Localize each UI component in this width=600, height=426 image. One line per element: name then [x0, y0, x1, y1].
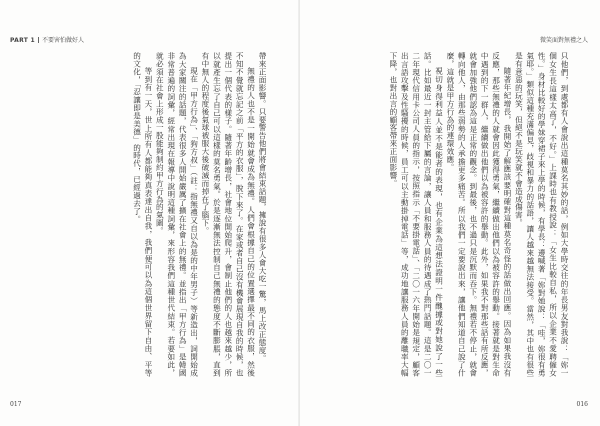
- chapter-title: 不要害怕做好人: [42, 37, 85, 44]
- page-number-left: 017: [10, 401, 22, 408]
- paragraph: 等到有一天，世上所有人都能夠真表達出自我，我們便可以為這個世界留下自由、平等的文化，「忍讓即是美德」的時代，已經過去了。: [132, 52, 153, 377]
- paragraph: 帶來正面影響。只要警告他們將會結束話題，擁說有很多人會大吃一驚，馬上改正態度。: [258, 52, 267, 363]
- page-number-right: 016: [576, 401, 588, 408]
- running-header-left: [10, 35, 84, 44]
- right-page: [300, 0, 600, 426]
- left-page-body: [42, 52, 268, 377]
- paragraph: 無禮的人也不是一開始就會成為無禮。人們會根據自己的位置選擇最不同的衣服，然後不知不覺就忘記之前「平方的衣服」，脫下來了。在家或者自己沒有機會展現自我的時候，也提出一個代表的樣子。隨著年齡增長，社會地位開始爬升，會制止他們的人也越來越少，所以就產生忘了自己可以這樣的莫名勇氣。於是逐漸無法控制自己無禮的態度不斷膨脹，直到有中無人的程度後氣球被服大後破滅而掉在了腦下。: [200, 52, 256, 377]
- part-label: PART 1: [10, 37, 35, 44]
- right-page-body: [318, 52, 570, 377]
- paragraph: 隨著年紀增長，我開始了解應該要明確對這種莫名奇怪的話做出回應。因為如果我沒有反應，那些無禮的人就會因此獲得勇氣，繼續做出他們以為被容許的舉動。接著就是對生命中遇到的下一群人，繼續做出他們以為被容許的舉動。此外，如果我不對那些話有所反應，就會加強他們認為這是正常的觀念。到最後，也不過只是沉默而吞下。無禮若不停止，就會轉向他人，由那些弱勢的人承擔更多痛苦。所以我們一定要說出來，讓他們知道自己說了什麼，這就是甲方行為的連環效應。: [445, 52, 512, 377]
- paragraph: 視切身得利益人並不是能者的表現，也有企業為這想法證明一件醜據或對她說了一些話。比如最近一封主管給下屬的言論，讓人員和服務人員的待遇成了熱門話題。這是二〇一二年現代信用卡公司人員的指示，按照指示「不要掛電話」、「二〇一六年開始是規定，顧客出言語攻擊及性騷擾的時候，員工可以主動掛掉電話」等，成功地讓服務人員的離職率大幅下降，也對出言的顧客帶來正面影響。: [388, 52, 444, 377]
- paragraph: 只他們，到處都有人會說出這種莫名其妙的話，例如大學時交往的年長男友對我說：「妳一個女生長這樣太高了，不好。」上課時也有教授說：「女生比較自私，所以企業不愛聘僱女性。」身材比較好的學妹穿裙子來上學的時候，有學長：邊喊著「妳對她說：「哇，妳很有勇氣耶。」類似這種充滿偏見，歧視和暴力的話語，讓人越來越無法接受。當然，其中也有很些是有意惡的玩笑，但絕不是玩笑就不會造成傷害。: [514, 52, 569, 377]
- paragraph: 現在「甲方行為」、「狗方叔」（註：指無禮又自以為是的中年男子）等新造出，詞開始成為大家關注的話題，代表很多人開始嚴厲了擴在社會上的無禮。並指出「甲方行為」是韓國非常普遍的詞彙，經常出現在報導中說明這種詞彙，來形容我們這種世代結束。若要如此，就必須在社會上形成一股能夠制約甲方行為的氣圍。: [155, 52, 199, 377]
- running-header-right: 微笑面對無禮之人: [539, 37, 588, 44]
- header-separator: [38, 37, 39, 43]
